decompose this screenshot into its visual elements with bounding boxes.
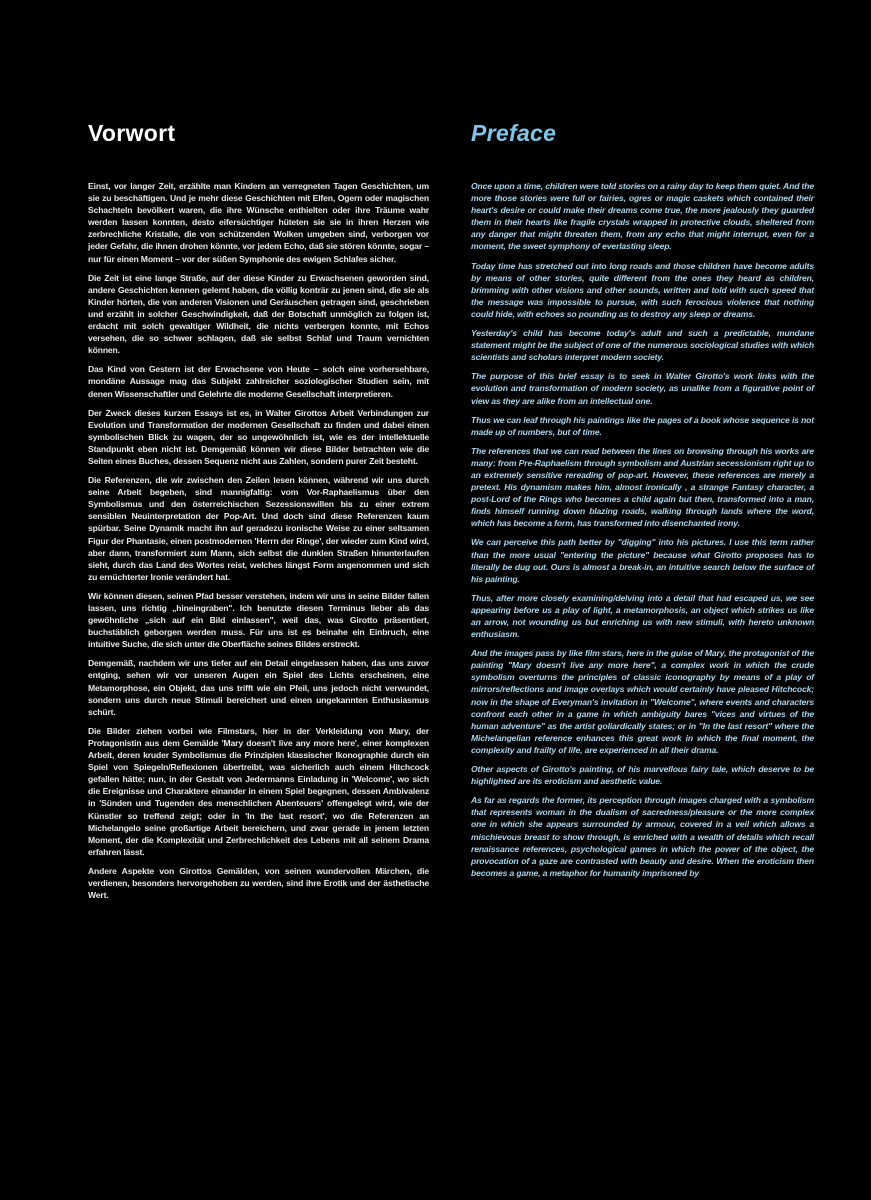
english-paragraph: And the images pass by like film stars, here in the guise of Mary, the protagonist of the painting "Mary doesn't live any more here", a complex work in which the crude symbolism overturns the principles of classic iconography by means of a play of mirrors/reflections and image overlays which would certainly have pleased Hitchcock; now in the shape of Everyman's invitation in "Welcome", where events and characters confront each other in a game in which ambiguity bares "vices and virtues of the human adventure" as the artist goliardically states; or in "In the last resort" where the Michelangelian reference enhances this great work in which the final moment, the complexity and frailty of life, are experienced in all their drama. — [471, 648, 814, 755]
german-paragraph: Die Bilder ziehen vorbei wie Filmstars, hier in der Verkleidung von Mary, der Protagonistin aus dem Gemälde 'Mary doesn't live any more here', einer komplexen Arbeit, deren kruder Symbolismus die Prinzipien klassischer Ikonographie durch ein Spiel von Spiegeln/Reflexionen übertreibt, was sicherlich auch einem Hitchcock gefallen hätte; nun, in der Gestalt von Jedermanns Einladung in 'Welcome', wo sich die Ereignisse und Charaktere einander in einem Spiel begegnen, dessen Ambivalenz in 'Sünden und Tugenden des menschlichen Abenteuers' offengelegt wird, wie der Künstler so treffend zeigt; oder in 'In the last resort', wo die Referenzen an Michelangelo seine großartige Arbeit bereichern, und zwar gerade in jenem letzten Moment, der die Komplexität und Zerbrechlichkeit des Lebens mit all seinem Drama erfahren lässt. — [88, 725, 429, 857]
english-paragraph: Yesterday's child has become today's adult and such a predictable, mundane statement might be the subject of one of the numerous sociological studies with which scientists and scholars interpret modern society. — [471, 328, 814, 363]
german-paragraph: Einst, vor langer Zeit, erzählte man Kindern an verregneten Tagen Geschichten, um sie zu beschäftigen. Und je mehr diese Geschichten mit Elfen, Ogern oder magischen Schachteln bevölkert waren, die ihre Wünsche enthielten oder ihre Träume wahr werden lassen konnten, desto eifersüchtiger hüteten sie sie in ihren Herzen wie zerbrechliche Kristalle, die von schützenden Wolken umgeben sind, verborgen vor jeder Gefahr, die ihnen drohen könnte, vor jedem Echo, daß sie stören könnte, sogar – nur für einen Moment – vor der süßen Symphonie des ewigen Schlafes sicher. — [88, 181, 429, 264]
english-paragraph: Today time has stretched out into long roads and those children have become adults by means of other stories, quite different from the ones they heard as children, brimming with other visions and other sounds, written and told with such speed that the message was impossible to pursue, with such ferocious violence that nothing could hide, with echoes so pounding as to destroy any sleep or dreams. — [471, 260, 814, 319]
english-paragraph: The references that we can read between the lines on browsing through his works are many: from Pre-Raphaelism through symbolism and Austrian secessionism right up to an extremely sensitive rereading of pop-art. However, these references are merely a pretext. His dynamism makes him, almost ironically , a strange Fantasy character, a post-Lord of the Rings who becomes a child again but then, transformed into a man, finds himself running down blazing roads, walking through lands where the word, which has become a form, has transformed into disenchanted irony. — [471, 445, 814, 529]
english-paragraph: Other aspects of Girotto's painting, of his marvellous fairy tale, which deserve to be highlighted are its eroticism and aesthetic value. — [471, 764, 814, 787]
german-paragraph: Der Zweck dieses kurzen Essays ist es, in Walter Girottos Arbeit Verbindungen zur Evolution und Transformation der modernen Gesellschaft zu finden und dabei einen symbolischen Blick zu wagen, der so ungewöhnlich ist, wie es der intellektuelle Standpunkt eben nicht ist. Demgemäß können wir diese Bilder betrachten wie die Seiten eines Buches, dessen Sequenz nicht aus Zahlen, sondern purer Zeit besteht. — [88, 407, 429, 466]
english-paragraph: Once upon a time, children were told stories on a rainy day to keep them quiet. And the more those stories were full or fairies, ogres or magic caskets which contained their heart's desire or could make their dreams come true, the more jealously they guarded them in their hearts like fragile crystals wrapped in protective clouds, sheltered from any danger that might threaten them, from any echo that might interrupt, even for a moment, the sweet symphony of everlasting sleep. — [471, 181, 814, 252]
german-column — [88, 118, 429, 908]
english-paragraph: As far as regards the former, its perception through images charged with a symbolism that represents woman in the dualism of sacredness/pleasure or the more complex one in which she appears surrounded by armour, covered in a veil which allows a mischievous breast to show through, is enriched with a wealth of details which recall renaissance references, psychological games in which the power of the object, the provocation of a gaze are contrasted with beauty and desire. When the eroticism then becomes a game, a metaphor for humanity imprisoned by — [471, 795, 814, 878]
english-paragraph: Thus we can leaf through his paintings like the pages of a book whose sequence is not made up of numbers, but of time. — [471, 414, 814, 437]
german-paragraph: Demgemäß, nachdem wir uns tiefer auf ein Detail eingelassen haben, das uns zuvor entging, sehen wir vor unseren Augen ein Spiel des Lichts erscheinen, eine Metamorphose, ein Objekt, das uns trifft wie ein Pfeil, uns jedoch nicht verwundet, sondern uns durch neue Stimuli bereichert und einen ungekannten Enthusiasmus schürt. — [88, 658, 429, 717]
english-paragraph: We can perceive this path better by "digging" into his pictures. I use this term rather than the more usual "entering the picture" because what Girotto proposes has to literally be dug out. Ours is almost a break-in, an intuitive search below the surface of his painting. — [471, 537, 814, 584]
english-paragraph: Thus, after more closely examining/delving into a detail that had escaped us, we see appearing before us a play of light, a metamorphosis, an object which strikes us like an arrow, not wounding us but enriching us with new stimuli, with hereto unknown enthusiasm. — [471, 592, 814, 640]
german-title: Vorwort — [88, 120, 176, 146]
german-paragraph: Wir können diesen, seinen Pfad besser verstehen, indem wir uns in seine Bilder fallen lassen, uns richtig „hineingraben". Ich benutzte diesen Terminus lieber als das gewöhnliche „sich auf ein Bild einlassen", weil das, was Girotto präsentiert, buchstäblich geborgen werden muss. Für uns ist es beinahe ein Einbruch, eine intuitive Suche, die sich unter die Oberfläche seines Bildes erstreckt. — [88, 590, 429, 650]
english-paragraph: The purpose of this brief essay is to seek in Walter Girotto's work links with the evolution and transformation of modern society, as unalike from a figurative point of view as they are alike from an intellectual one. — [471, 371, 814, 406]
english-title: Preface — [471, 120, 557, 146]
german-paragraph: Die Zeit ist eine lange Straße, auf der diese Kinder zu Erwachsenen geworden sind, andere Geschichten kennen gelernt haben, die völlig konträr zu jenen sind, die sie als Kinder hörten, die von anderen Visionen und Geräuschen getragen sind, geschrieben und erzählt in solcher Geschwindigkeit, daß der Botschaft unmöglich zu folgen ist, erdacht mit solch gewaltiger Wildheit, die nichts verbergen konnte, mit Echos versehen, die so schwer schlagen, daß sie selbst Schlaf und Traum vernichten können. — [88, 272, 429, 356]
german-paragraph: Andere Aspekte von Girottos Gemälden, von seinen wundervollen Märchen, die verdienen, besonders hervorgehoben zu werden, sind ihre Erotik und der ästhetische Wert. — [88, 865, 429, 901]
german-paragraph: Das Kind von Gestern ist der Erwachsene von Heute – solch eine vorhersehbare, mondäne Aussage mag das Subjekt zahlreicher soziologischer Studien sein, mit denen Wissenschaftler und Gelehrte die moderne Gesellschaft interpretieren. — [88, 364, 429, 399]
german-paragraph: Die Referenzen, die wir zwischen den Zeilen lesen können, während wir uns durch seine Arbeit begeben, sind mannigfaltig: vom Vor-Raphaelismus über den Symbolismus und den österreichischen Sezessionswillen bis zu einer extrem sensiblen Neuinterpretation der Pop-Art. Und doch sind diese Referenzen kaum spürbar. Seine Dynamik macht ihn auf geradezu ironische Weise zu einer seltsamen Figur der Phantasie, einen postmodernen 'Herrn der Ringe', der wieder zum Kind wird, aber dann, transformiert zum Mann, sich selbst die dunklen Straßen hinunterlaufen sieht, durch das Land des Wortes reist, welches längst Form angenommen und sich zu ernüchterter Ironie verändert hat. — [88, 475, 429, 582]
english-column — [471, 118, 814, 886]
